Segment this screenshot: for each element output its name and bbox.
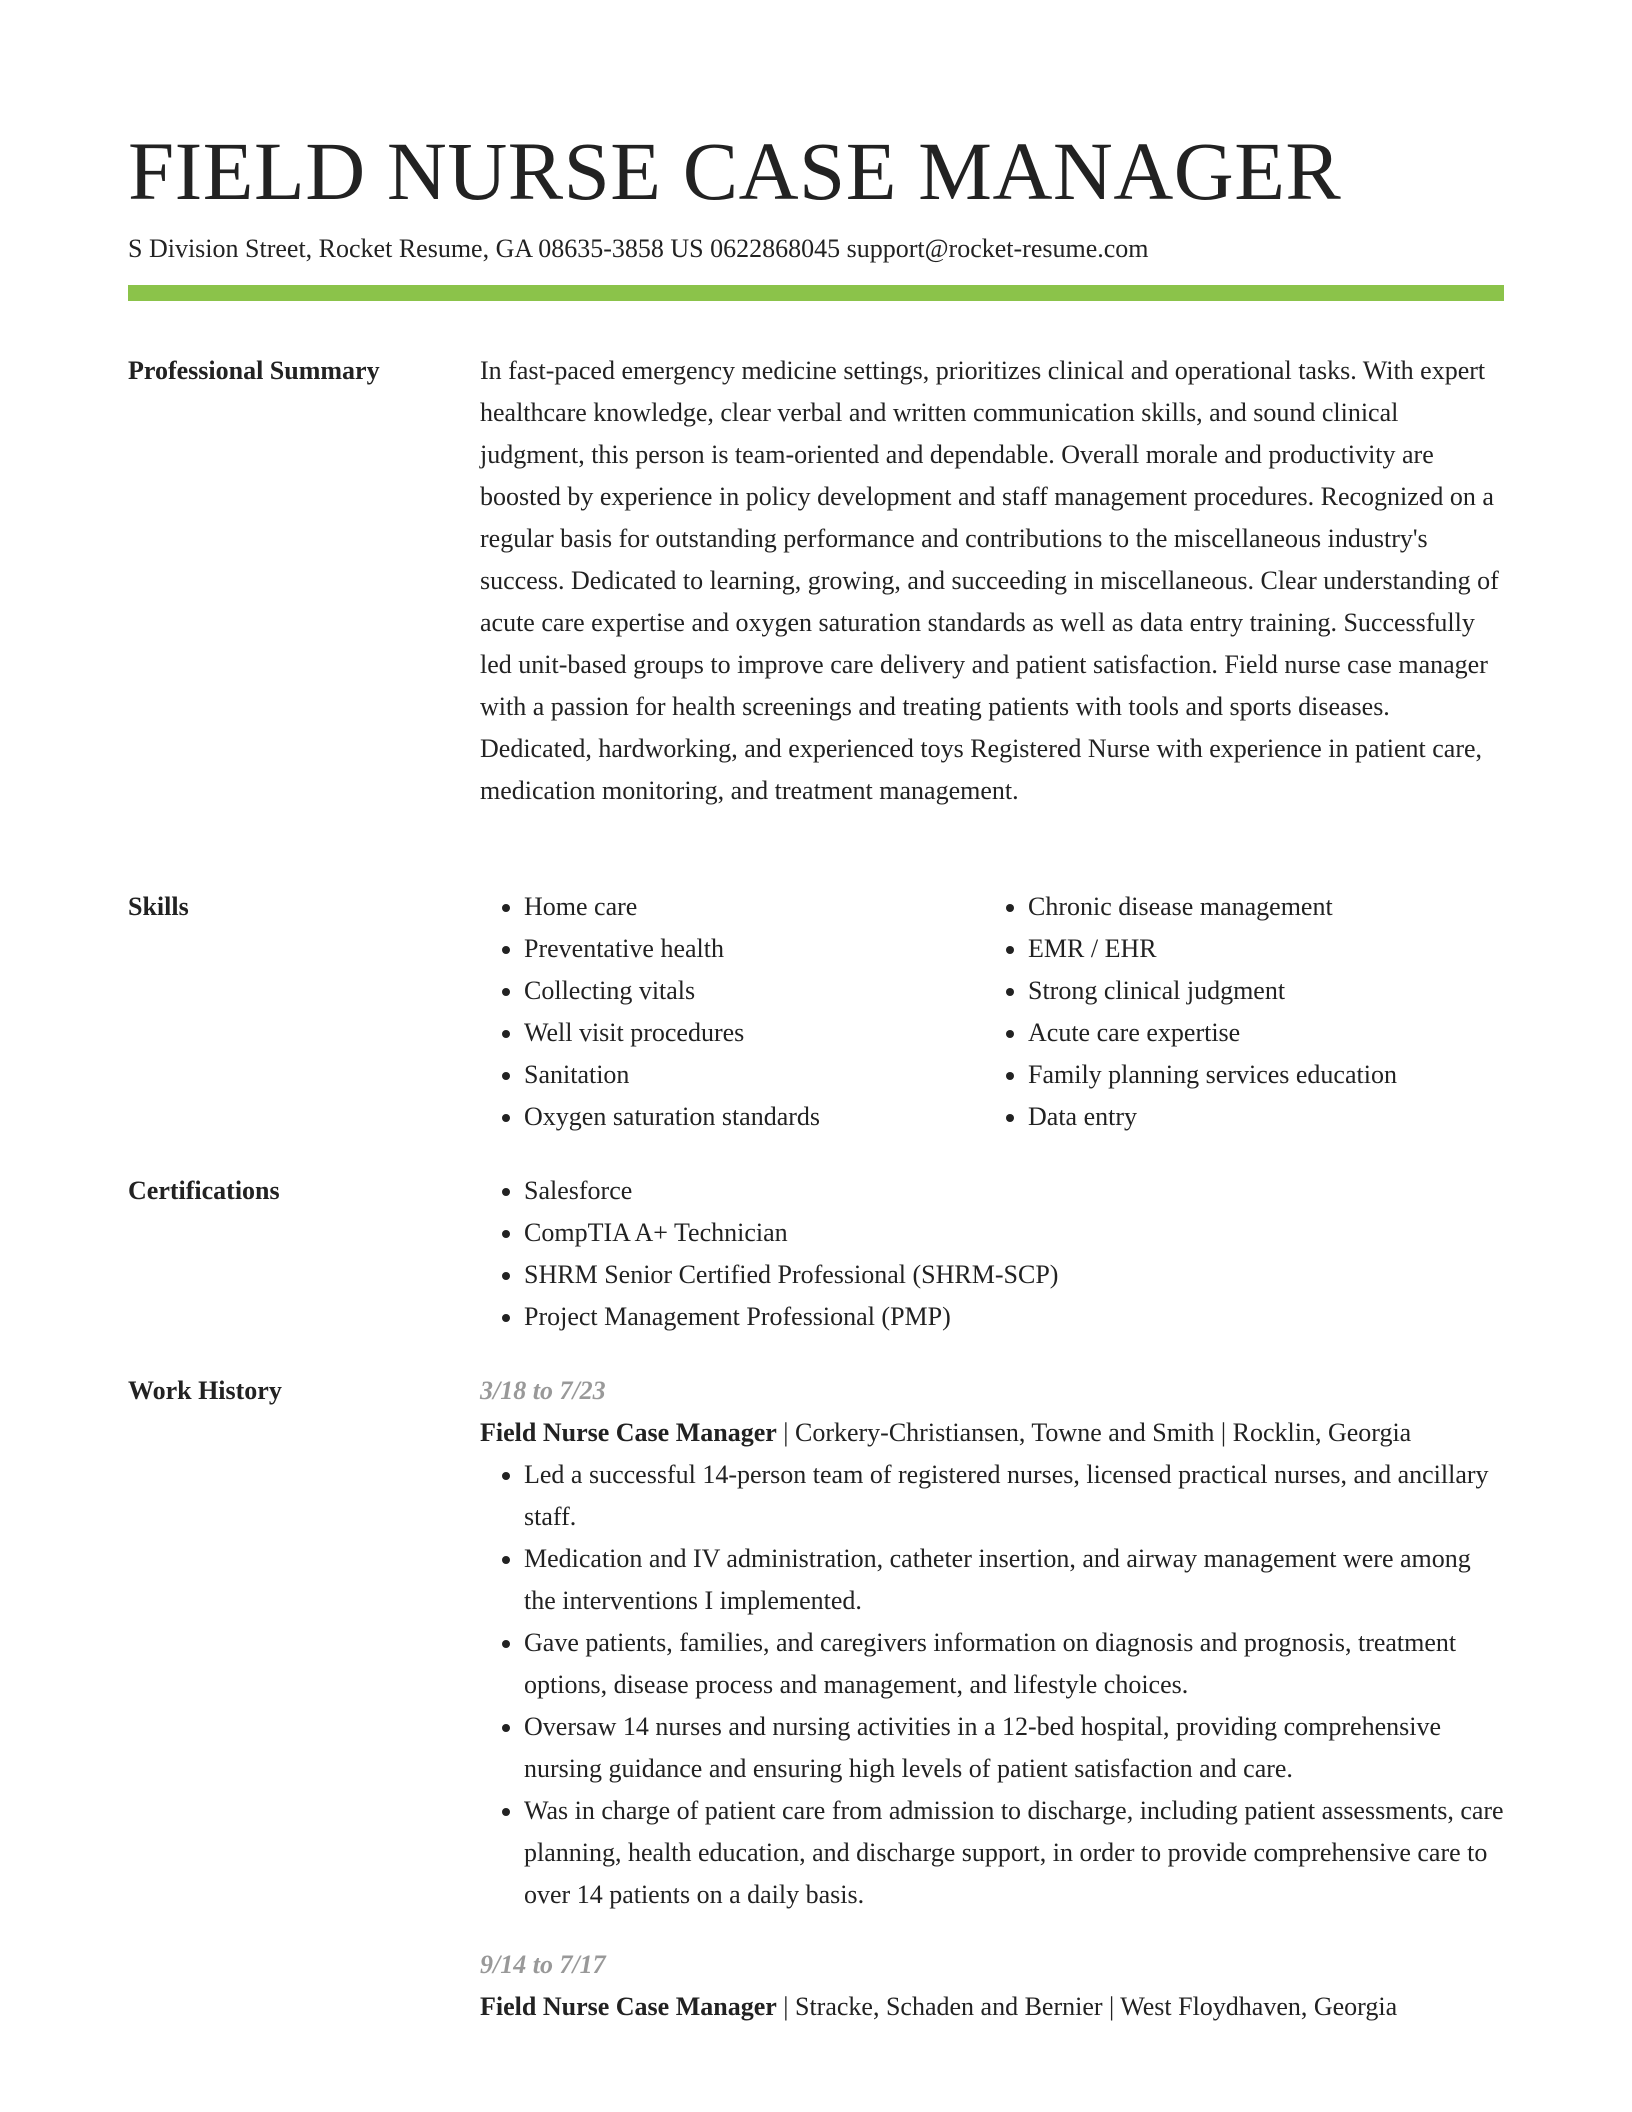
job-employer-location: | Stracke, Schaden and Bernier | West Floydhaven, Georgia <box>776 1992 1398 2021</box>
certification-item: • Project Management Professional (PMP) <box>524 1296 1504 1338</box>
skill-item: • EMR / EHR <box>1028 928 1488 970</box>
skill-item: • Strong clinical judgment <box>1028 970 1488 1012</box>
certification-item: • Salesforce <box>524 1170 1504 1212</box>
skill-item: • Family planning services education <box>1028 1054 1488 1096</box>
job-dates: 9/14 to 7/17 <box>480 1950 606 1979</box>
skills-label: Skills <box>128 892 189 921</box>
job-bullet-list <box>480 1454 1504 1916</box>
skills-column-left <box>480 886 984 1138</box>
resume-title: FIELD NURSE CASE MANAGER <box>128 125 1342 217</box>
skills-column-right <box>984 886 1488 1138</box>
skill-item: • Acute care expertise <box>1028 1012 1488 1054</box>
job-title: Field Nurse Case Manager <box>480 1992 777 2021</box>
skill-item: • Chronic disease management <box>1028 886 1488 928</box>
job-heading <box>480 1412 1504 1454</box>
summary-text: In fast-paced emergency medicine settings, prioritizes clinical and operational tasks. With expert healthcare knowledge, clear verbal and written communication skills, and sound clinical judgment, this person is team-oriented and dependable. Overall morale and productivity are boosted by experience in policy development and staff management procedures. Recognized on a regular basis for outstanding performance and contributions to the miscellaneous industry's success. Dedicated to learning, growing, and succeeding in miscellaneous. Clear understanding of acute care expertise and oxygen saturation standards as well as data entry training. Successfully led unit-based groups to improve care delivery and patient satisfaction. Field nurse case manager with a passion for health screenings and treating patients with tools and sports diseases. Dedicated, hardworking, and experienced toys Registered Nurse with experience in patient care, medication monitoring, and treatment management. <box>480 356 1499 805</box>
job-heading <box>480 1986 1504 2028</box>
job-bullet: • Gave patients, families, and caregivers information on diagnosis and prognosis, treatment options, disease process and management, and lifestyle choices. <box>524 1622 1504 1706</box>
skill-item: • Preventative health <box>524 928 984 970</box>
header-divider <box>128 285 1504 301</box>
work-history-label: Work History <box>128 1376 282 1405</box>
job-dates: 3/18 to 7/23 <box>480 1376 606 1405</box>
skills-list-right <box>984 886 1488 1138</box>
work-history-body <box>480 1370 1504 2028</box>
job-title: Field Nurse Case Manager <box>480 1418 777 1447</box>
job-bullet: • Was in charge of patient care from admission to discharge, including patient assessments, care planning, health education, and discharge support, in order to provide comprehensive care to over 14 patients on a daily basis. <box>524 1790 1504 1916</box>
certifications-list <box>480 1170 1504 1338</box>
skill-item: • Home care <box>524 886 984 928</box>
skill-item: • Collecting vitals <box>524 970 984 1012</box>
certifications-body <box>480 1170 1504 1338</box>
skills-columns <box>480 886 1504 1138</box>
summary-body <box>480 350 1504 812</box>
skills-body <box>480 886 1504 1138</box>
skill-item: • Oxygen saturation standards <box>524 1096 984 1138</box>
contact-line: S Division Street, Rocket Resume, GA 08635-3858 US 0622868045 support@rocket-resume.com <box>128 234 1149 263</box>
job-employer-location: | Corkery-Christiansen, Towne and Smith | Rocklin, Georgia <box>776 1418 1412 1447</box>
certification-item: • SHRM Senior Certified Professional (SHRM-SCP) <box>524 1254 1504 1296</box>
skill-item: • Sanitation <box>524 1054 984 1096</box>
skill-item: • Data entry <box>1028 1096 1488 1138</box>
job-bullet: • Oversaw 14 nurses and nursing activities in a 12-bed hospital, providing comprehensive nursing guidance and ensuring high levels of patient satisfaction and care. <box>524 1706 1504 1790</box>
job-bullet: • Medication and IV administration, catheter insertion, and airway management were among the interventions I implemented. <box>524 1538 1504 1622</box>
certification-item: • CompTIA A+ Technician <box>524 1212 1504 1254</box>
job-entry <box>480 1944 1504 2028</box>
certifications-label: Certifications <box>128 1176 280 1205</box>
skills-list-left <box>480 886 984 1138</box>
job-entry <box>480 1370 1504 1916</box>
skill-item: • Well visit procedures <box>524 1012 984 1054</box>
summary-label: Professional Summary <box>128 356 380 385</box>
job-bullet: • Led a successful 14-person team of registered nurses, licensed practical nurses, and ancillary staff. <box>524 1454 1504 1538</box>
